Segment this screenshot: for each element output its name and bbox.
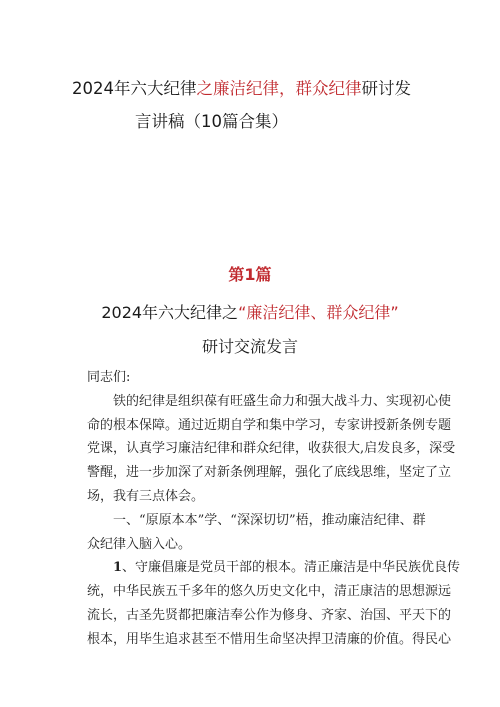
chapter-number: 第1篇 bbox=[228, 265, 272, 284]
chapter-title bbox=[0, 296, 500, 364]
title-line-1 bbox=[0, 72, 500, 105]
paragraph-3-line bbox=[87, 556, 461, 580]
paragraph-3-line: 统，中华民族五千多年的悠久历史文化中，清正康洁的思想源远 bbox=[87, 584, 452, 600]
paragraph-1-line: 铁的纪律是组织葆有旺盛生命力和强大战斗力、实现初心使 bbox=[113, 393, 452, 409]
paragraph-3-number: 1 bbox=[113, 560, 123, 576]
paragraph-3-text: 、守廉倡廉是党员干部的根本。清正廉洁是中华民族优良传 bbox=[122, 560, 461, 576]
paragraph-3-line: 根本，用毕生追求甚至不惜用生命坚决捍卫清廉的价值。得民心 bbox=[87, 631, 452, 647]
body-text bbox=[87, 366, 461, 652]
title-segment-highlight: 之廉洁纪律，群众纪律 bbox=[196, 79, 362, 98]
paragraph-1-line: 警醒，进一步加深了对新条例理解，强化了底线思维，坚定了立 bbox=[87, 465, 452, 481]
salutation: 同志们: bbox=[87, 370, 131, 385]
paragraph-1-line: 命的根本保障。通过近期自学和集中学习，专家讲授新条例专题 bbox=[87, 417, 452, 433]
title-segment-year: 2024年六大纪律 bbox=[72, 79, 197, 98]
paragraph-1-line: 党课，认真学习廉洁纪律和群众纪律，收获很大,启发良多，深受 bbox=[87, 441, 456, 457]
document-title bbox=[0, 72, 500, 138]
title-line-2: 言讲稿（10篇合集） bbox=[135, 112, 288, 131]
paragraph-1-line: 场，我有三点体会。 bbox=[87, 488, 205, 504]
paragraph-3-line: 流长，古圣先贤都把廉洁奉公作为修身、齐家、治国、平天下的 bbox=[87, 607, 452, 623]
paragraph-2-line: 一、“原原本本”学、“深深切切”梧，推动廉洁纪律、群 bbox=[113, 512, 426, 528]
paragraph-2-line: 众纪律入脑入心。 bbox=[87, 536, 192, 552]
chapter-title-prefix: 2024年六大纪律之 bbox=[101, 303, 239, 322]
chapter-title-line-2: 研讨交流发言 bbox=[201, 337, 298, 356]
chapter-title-line-1 bbox=[0, 296, 500, 330]
chapter-title-highlight: “廉洁纪律、群众纪律” bbox=[238, 303, 399, 322]
title-segment-tail: 研讨发 bbox=[361, 79, 411, 98]
